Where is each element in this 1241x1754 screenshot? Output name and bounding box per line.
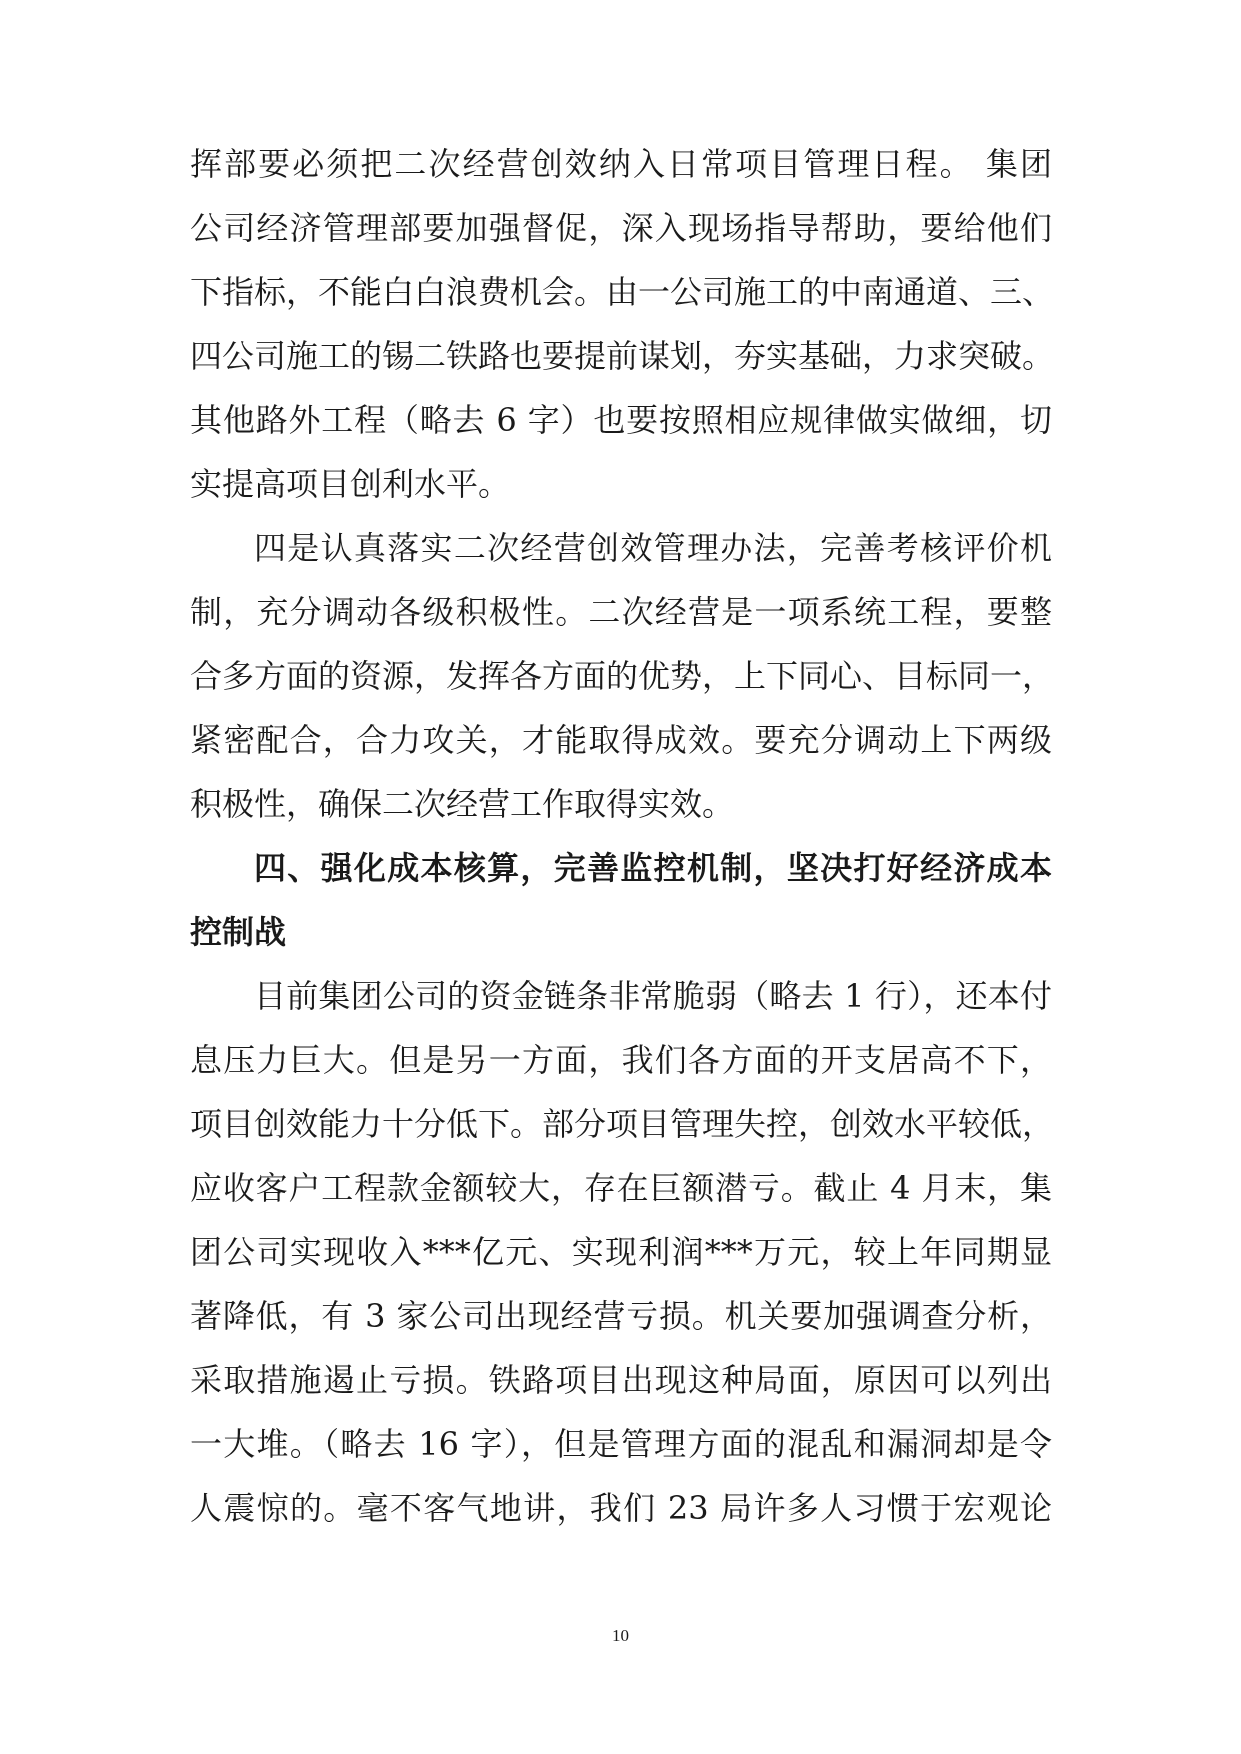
text-line: 下指标，不能白白浪费机会。由一公司施工的中南通道、三、	[190, 273, 1055, 311]
text-line: 项目创效能力十分低下。部分项目管理失控，创效水平较低，	[190, 1105, 1055, 1143]
text-line: 采取措施遏止亏损。铁路项目出现这种局面，原因可以列出	[190, 1361, 1052, 1399]
text-line: 紧密配合，合力攻关，才能取得成效。要充分调动上下两级	[190, 721, 1052, 759]
text-line: 公司经济管理部要加强督促，深入现场指导帮助，要给他们	[190, 209, 1052, 247]
text-line: 四公司施工的锡二铁路也要提前谋划，夯实基础，力求突破。	[190, 337, 1055, 375]
heading-line: 控制战	[190, 913, 287, 951]
text-line: 应收客户工程款金额较大，存在巨额潜亏。截止 4 月末，集	[190, 1169, 1052, 1207]
text-line: 息压力巨大。但是另一方面，我们各方面的开支居高不下，	[190, 1041, 1052, 1079]
body-paragraph	[190, 516, 1055, 836]
text-line: 挥部要必须把二次经营创效纳入日常项目管理日程。 集团	[190, 145, 1052, 183]
text-line: 一大堆。（略去 16 字），但是管理方面的混乱和漏洞却是令	[190, 1425, 1052, 1463]
page-number: 10	[612, 1626, 629, 1645]
text-line: 团公司实现收入***亿元、实现利润***万元，较上年同期显	[190, 1233, 1052, 1271]
text-line: 实提高项目创利水平。	[190, 465, 511, 503]
text-line: 著降低，有 3 家公司出现经营亏损。机关要加强调查分析，	[190, 1297, 1052, 1335]
text-line: 人震惊的。毫不客气地讲，我们 23 局许多人习惯于宏观论	[190, 1489, 1052, 1527]
text-line: 目前集团公司的资金链条非常脆弱（略去 1 行），还本付	[254, 977, 1052, 1015]
body-paragraph	[190, 964, 1055, 1540]
body-paragraph	[190, 132, 1055, 516]
text-line: 积极性，确保二次经营工作取得实效。	[190, 785, 735, 823]
text-line: 四是认真落实二次经营创效管理办法，完善考核评价机	[254, 529, 1052, 567]
text-line: 制，充分调动各级积极性。二次经营是一项系统工程，要整	[190, 593, 1052, 631]
heading-line: 四、强化成本核算，完善监控机制，坚决打好经济成本	[254, 849, 1052, 887]
text-line: 其他路外工程（略去 6 字）也要按照相应规律做实做细，切	[190, 401, 1052, 439]
text-line: 合多方面的资源，发挥各方面的优势，上下同心、目标同一，	[190, 657, 1055, 695]
section-heading	[190, 836, 1052, 964]
